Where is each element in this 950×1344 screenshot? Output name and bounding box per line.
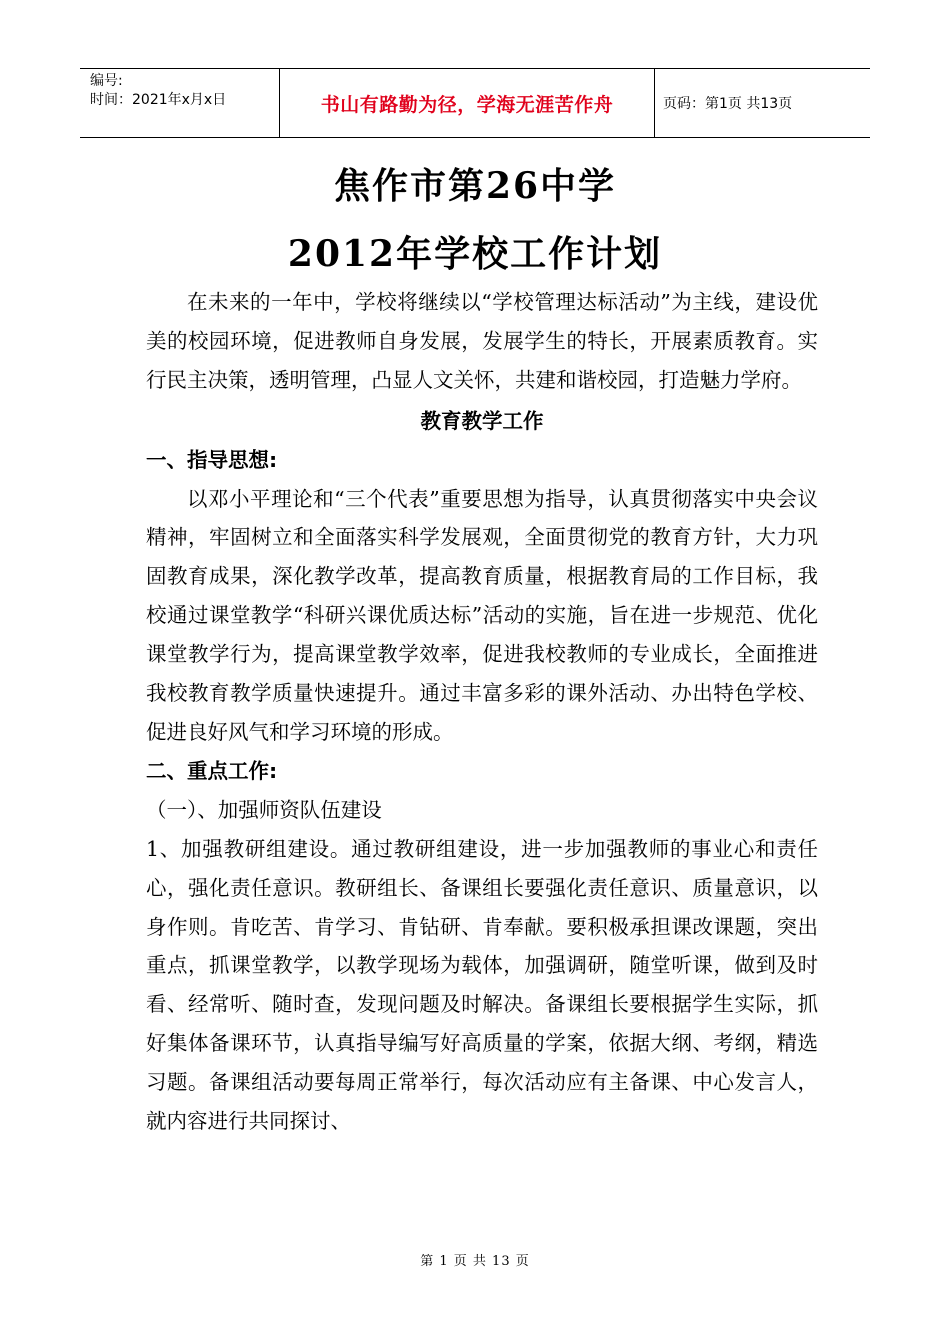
header-table [80, 68, 870, 138]
document-body [146, 283, 818, 1141]
intro-paragraph: 在未来的一年中，学校将继续以“学校管理达标活动”为主线，建设优美的校园环境，促进教师自身发展，发展学生的特长，开展素质教育。实行民主决策，透明管理，凸显人文关怀，共建和谐校园，打造魅力学府。 [146, 290, 818, 392]
heading-key-work: 二、重点工作: [146, 758, 278, 783]
page-footer: 第 1 页 共 13 页 [420, 1254, 530, 1269]
guiding-paragraph: 以邓小平理论和“三个代表”重要思想为指导，认真贯彻落实中央会议精神，牢固树立和全面落实科学发展观，全面贯彻党的教育方针，大力巩固教育成果，深化教学改革，提高教育质量，根据教育局的工作目标，我校通过课堂教学“科研兴课优质达标”活动的实施，旨在进一步规范、优化课堂教学行为，提高课堂教学效率，促进我校教师的专业成长，全面推进我校教育教学质量快速提升。通过丰富多彩的课外活动、办出特色学校、促进良好风气和学习环境的形成。 [146, 486, 818, 744]
sub-heading-teacher-team: （一）、加强师资队伍建设 [146, 797, 382, 822]
time-label: 时间：2021年x月x日 [90, 92, 227, 108]
page-info: 页码：第1页 共13页 [663, 96, 793, 112]
item-1-paragraph: 1、加强教研组建设。通过教研组建设，进一步加强教师的事业心和责任心，强化责任意识。教研组长、备课组长要强化责任意识、质量意识，以身作则。肯吃苦、肯学习、肯钻研、肯奉献。要积极承担课改课题，突出重点，抓课堂教学，以教学现场为载体，加强调研，随堂听课，做到及时看、经常听、随时查，发现问题及时解决。备课组长要根据学生实际，抓好集体备课环节，认真指导编写好高质量的学案，依据大纲、考纲，精选习题。备课组活动要每周正常举行，每次活动应有主备课、中心发言人，就内容进行共同探讨、 [146, 836, 818, 1134]
number-label: 编号: [90, 73, 123, 89]
header-meta [80, 69, 280, 137]
heading-guiding-ideology: 一、指导思想: [146, 447, 278, 472]
motto: 书山有路勤为径，学海无涯苦作舟 [280, 69, 655, 137]
document-title-line-2: 2012年学校工作计划 [287, 233, 663, 275]
document-title-line-1: 焦作市第26中学 [333, 165, 617, 207]
section-title: 教育教学工作 [420, 408, 544, 433]
